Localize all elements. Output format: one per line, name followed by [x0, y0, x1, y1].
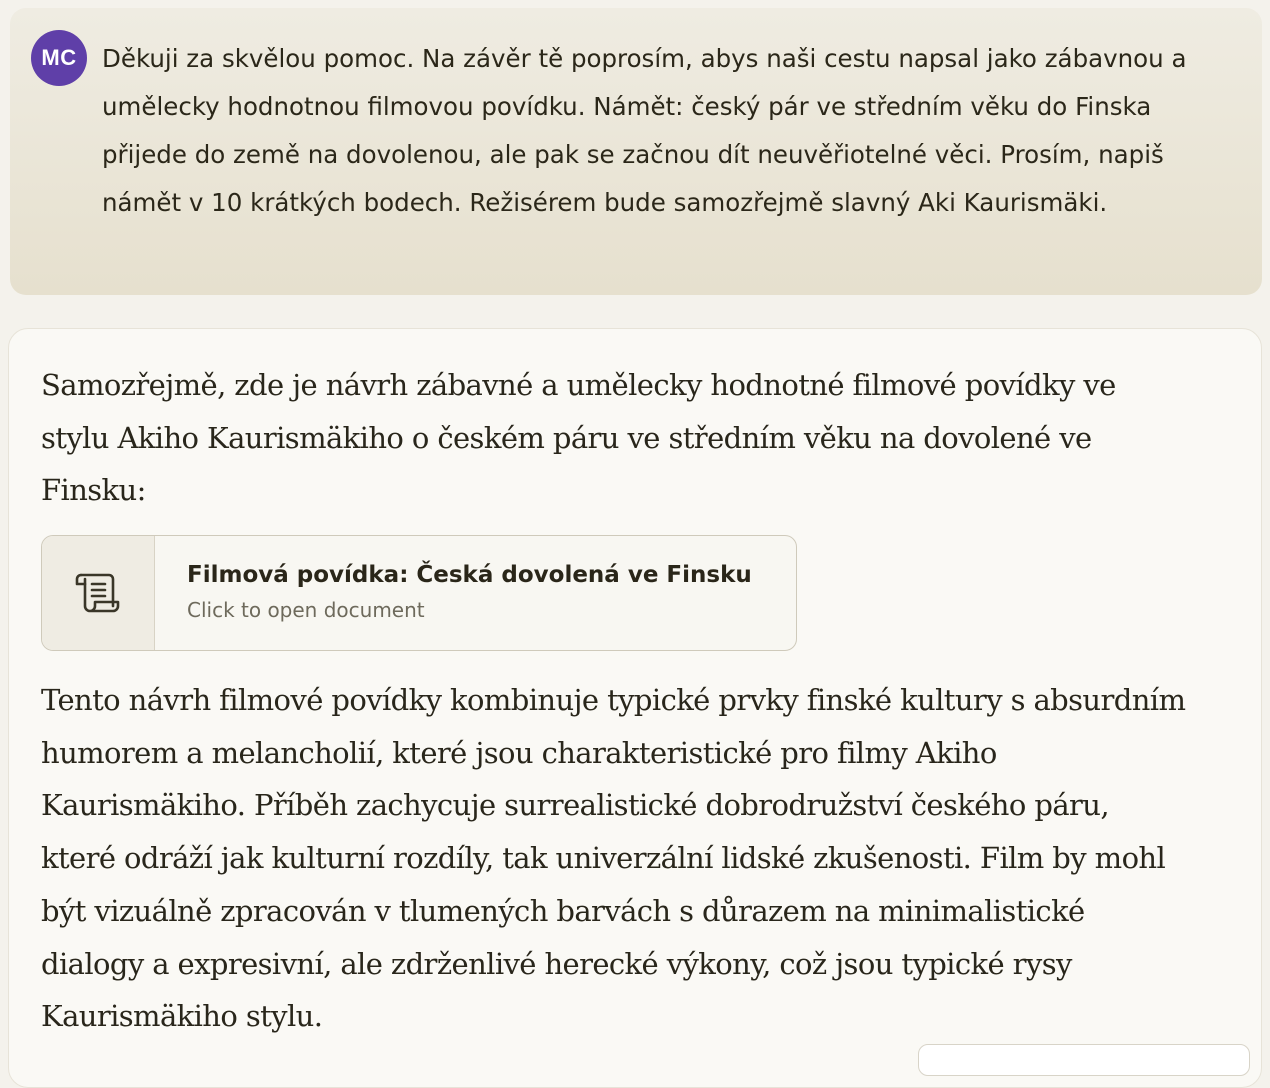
- assistant-message: [8, 328, 1262, 1088]
- assistant-outro-text: Tento návrh filmové povídky kombinuje typické prvky finské kultury s absurdním humorem a melancholií, které jsou charakteristické pro filmy Akiho Kaurismäkiho. Příběh zachycuje surrealistické dobrodružství českého páru, které odráží jak kulturní rozdíly, tak univerzální lidské zkušenosti. Film by mohl být vizuálně zpracován v tlumených barvách s důrazem na minimalistické dialogy a expresivní, ale zdrženlivé herecké výkony, což jsou typické rysy Kaurismäkiho stylu.: [41, 683, 1186, 1034]
- user-message: [10, 8, 1262, 295]
- artifact-title: Filmová povídka: Česká dovolená ve Finsku: [187, 562, 752, 588]
- artifact-icon-box: [42, 536, 155, 650]
- artifact-subtitle: Click to open document: [187, 598, 425, 622]
- message-actions-bar[interactable]: [918, 1044, 1250, 1076]
- user-message-text: Děkuji za skvělou pomoc. Na závěr tě poprosím, abys naši cestu napsal jako zábavnou a umělecky hodnotnou filmovou povídku. Námět: český pár ve středním věku do Finska přijede do země na dovolenou, ale pak se začnou dít neuvěřiotelné věci. Prosím, napiš námět v 10 krátkých bodech. Režisérem bude samozřejmě slavný Aki Kaurismäki.: [102, 44, 1187, 217]
- user-avatar: MC: [31, 30, 87, 86]
- artifact-card[interactable]: [41, 535, 797, 651]
- assistant-intro-text: Samozřejmě, zde je návrh zábavné a umělecky hodnotné filmové povídky ve stylu Akiho Kaurismäkiho o českém páru ve středním věku na dovolené ve Finsku:: [41, 368, 1116, 508]
- document-scroll-icon: [75, 572, 121, 614]
